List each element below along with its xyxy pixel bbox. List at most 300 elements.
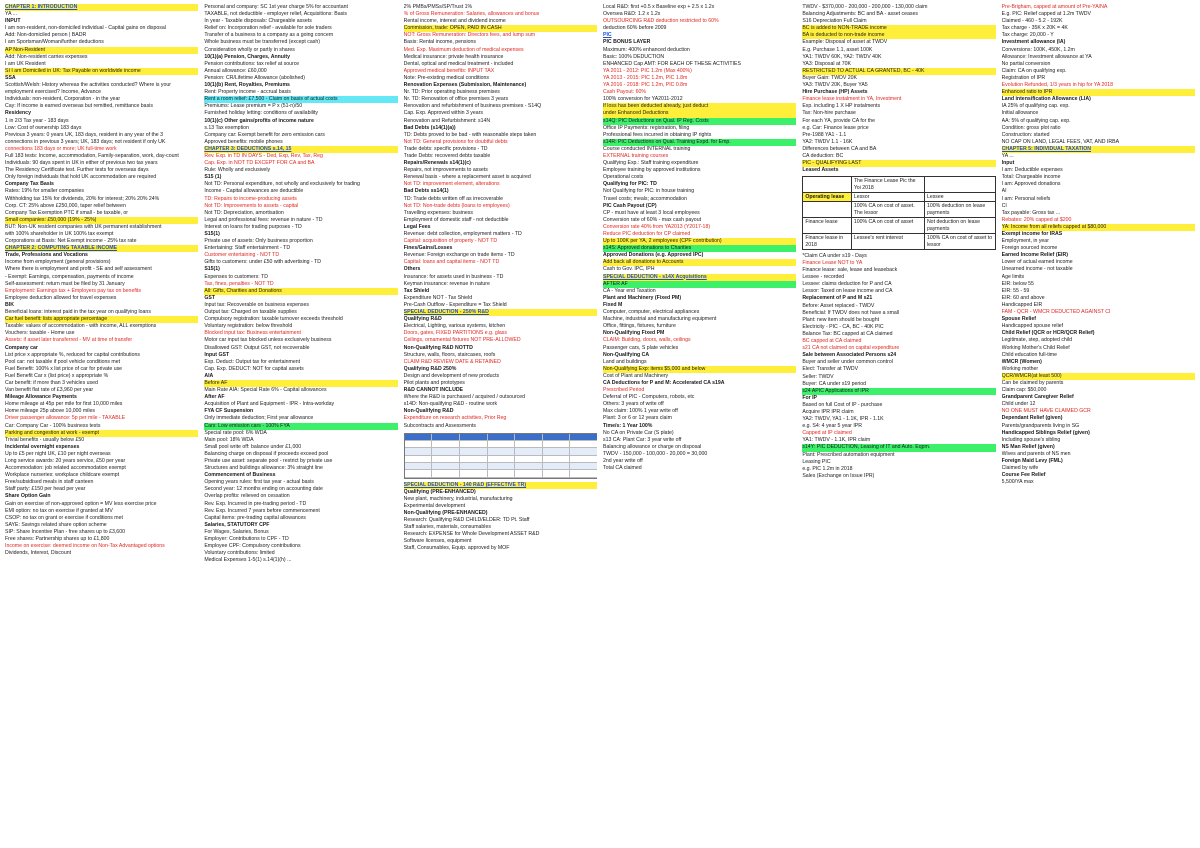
- text-line: For Wages, Salaries, Bonus: [204, 528, 269, 535]
- text-line: Insurance: for assets used in business - TD: [403, 273, 504, 280]
- text-line: After AF: [204, 394, 225, 401]
- text-line: Expenditure NOT - Tax Shield: [403, 294, 473, 301]
- text-line: Finance Lease NOT to YA: [802, 260, 863, 266]
- text-line: Blocked input tax: Business entertainment: [204, 330, 301, 337]
- text-line: Individuals: non-resident, Corporation - in the year: [5, 96, 121, 103]
- text-line: s14D: Non-qualifying R&D - routine work: [403, 401, 498, 408]
- text-line: Acquisition of Plant and Equipment - IPR - Intra-workday: [204, 401, 335, 408]
- text-line: Trade, Professions and Vocations: [5, 252, 88, 259]
- text-line: FAM - QCR - WMCR DEDUCTED AGAINST CI: [1001, 309, 1111, 316]
- text-line: Annual allowance: £60,000: [204, 67, 267, 74]
- text-line: Experimental development: [403, 502, 466, 509]
- text-line: s14R: PIC Deductions on Qual. Training Expd. for Emp.: [603, 139, 796, 146]
- text-line: Initial allowance: [1001, 110, 1039, 117]
- text-line: *Claim CA under s19 - Days: [802, 252, 867, 259]
- text-line: Non-Qualifying R&D: [403, 408, 454, 415]
- text-line: Example: Disposal of asset at TWDV: [802, 39, 888, 46]
- text-line: Private use of assets: Only business proportion: [204, 238, 313, 245]
- text-line: TD: Trade debts written off as irrecoverable: [403, 195, 504, 202]
- text-line: Plant: new item should be bought: [802, 316, 880, 323]
- text-line: New plant, machinery, industrial, manufacturing: [403, 495, 513, 502]
- text-line: Output tax: Charged on taxable supplies: [204, 309, 297, 316]
- text-line: Dental, optical and medical treatment - included: [403, 60, 514, 67]
- text-line: Employment: Earnings tax + Employers pay tax on benefits: [5, 287, 141, 294]
- text-line: CP - must have at least 3 local employees: [602, 209, 700, 216]
- text-line: Employee deduction allowed for travel expenses: [5, 294, 117, 301]
- text-line: s13 CA: Plant Car: 3 year write off: [602, 436, 682, 443]
- column-4: [603, 4, 796, 844]
- text-line: AIA: [204, 372, 214, 379]
- text-line: Free/subsidised meals in staff canteen: [5, 479, 94, 486]
- text-line: Qualifying R&D 250%: [403, 365, 457, 372]
- text-line: Balancing allowance or charge on disposal: [602, 443, 702, 450]
- text-line: TD: Debts proved to be bad - with reasonable steps taken: [403, 131, 537, 138]
- text-line: Income on exercise: deemed income on Non-Tax Advantaged options: [5, 543, 165, 550]
- text-line: Office, fittings, fixtures, furniture: [602, 323, 676, 330]
- text-line: Add: Non-domiciled person | BADR: [5, 32, 87, 39]
- text-line: Claim: CA on qualifying exp.: [1001, 67, 1067, 74]
- text-line: CI: [1001, 202, 1007, 209]
- text-line: Pre-Cash Outflow - Expenditure = Tax Shield: [403, 301, 507, 308]
- text-line: Plant and Machinery (Fixed PM): [602, 294, 682, 301]
- text-line: Pension contributions: tax relief at source: [204, 60, 300, 67]
- text-line: Before AF: [204, 380, 397, 387]
- text-line: Motor car input tax blocked unless exclusively business: [204, 337, 332, 344]
- text-line: Non-Qualifying (PRE-ENHANCED): [403, 510, 488, 516]
- text-line: Small pool write off: balance under £1,000: [204, 443, 302, 450]
- text-line: E.g. PIC: Relief capped at 1.2m TWDV: [1001, 11, 1091, 18]
- text-line: Vouchers: taxable - Home use: [5, 330, 75, 337]
- embedded-table-image: [404, 433, 597, 479]
- text-line: Corporations at Basis: Net Exempt income - 25% tax rate: [5, 238, 137, 245]
- text-line: Repairs/Renewals s14(1)(c): [403, 160, 471, 167]
- text-line: INPUT: [5, 18, 21, 25]
- text-line: Rebates: 20% capped at $200: [1001, 216, 1072, 223]
- text-line: Travel costs; meals; accommodation: [602, 195, 687, 202]
- text-line: Incidental overnight expenses: [5, 443, 80, 450]
- text-line: Pre-1988 YA1 - 1.1: [802, 131, 847, 138]
- text-line: Gifts to customers: under £50 with advertising - TD: [204, 259, 321, 266]
- text-line: CHAPTER 2: COMPUTING TAXABLE INCOME: [5, 245, 198, 252]
- text-line: Enhanced ratio to IPR: [1002, 89, 1195, 96]
- text-line: Buyer Gain: TWDV 20K: [802, 74, 857, 81]
- text-line: Only foreign individuals that hold UK accommodation are required: [5, 174, 157, 181]
- text-line: Buyer and seller under common control: [802, 359, 893, 366]
- text-line: YA 2011 - 2012: PIC 1.2m (Max 400%): [602, 67, 692, 74]
- text-line: Evolution Refunded, 1/3 years in hip for YA 2018: [1001, 82, 1114, 89]
- text-line: EMI option: no tax on exercise if granted at MV: [5, 507, 113, 514]
- text-line: Qualifying for PIC: TD: [602, 181, 657, 188]
- text-line: Fuel Benefit Car x (list price) x appropriate %: [5, 372, 109, 379]
- text-line: Disallowed GST: Output GST, not recoverable: [204, 344, 310, 351]
- text-line: Low: Cost of ownership 183 days: [5, 124, 82, 131]
- text-line: Tax charge: 20,000 - Y: [1001, 32, 1054, 39]
- text-line: Others: [403, 266, 421, 273]
- text-line: Up to £5 per night UK, £10 per night overseas: [5, 450, 111, 457]
- text-line: Voluntary registration: below threshold: [204, 323, 293, 330]
- text-line: Tax: Non-hire purchase: [802, 110, 856, 117]
- text-line: PIC: [602, 32, 612, 39]
- text-line: PIC - QUALIFYING LAST: [802, 160, 995, 167]
- text-line: deduction 60% before 2009: [602, 25, 667, 32]
- text-line: Pilot plants and prototypes: [403, 379, 465, 386]
- text-line: Qualifying (PRE-ENHANCED): [403, 488, 476, 495]
- text-line: Legitimate, step, adopted child: [1001, 337, 1073, 344]
- text-line: Non-Qualifying Exp: items $5,000 and below: [603, 366, 796, 373]
- text-line: 2nd year write off: [602, 458, 643, 464]
- text-line: SAYE: Savings related share option scheme: [5, 521, 107, 528]
- text-line: YA2: TWDV 1.1 - 16K: [802, 138, 853, 145]
- text-line: Software licenses, equipment: [403, 538, 472, 545]
- text-line: Dividends, Interest, Discount: [5, 550, 72, 557]
- text-line: Lower of actual earned income: [1001, 259, 1073, 266]
- text-line: EIR: 55 - 59: [1001, 287, 1030, 294]
- text-line: EIR: below 55: [1001, 280, 1034, 287]
- column-2: [204, 4, 397, 844]
- text-line: QCR/WMCR(at least 500): [1002, 373, 1195, 380]
- text-line: Office IP Payments: registration, filing: [602, 124, 690, 131]
- text-line: TD: Repairs to income-producing assets: [204, 195, 297, 202]
- text-line: Share Option Gain: [5, 493, 51, 500]
- text-line: All: Gifts, Charities and Donations: [204, 288, 397, 295]
- text-line: Conversion rate of 60% - max cash payout: [602, 216, 702, 223]
- text-line: Cash to Gov. IPC, IPH: [602, 266, 655, 273]
- text-line: Residency: [5, 110, 31, 117]
- text-line: Conversion rate 40% from YA2013 (Y2017-18): [602, 223, 711, 230]
- text-line: Legal and professional fees: revenue in nature - TD: [204, 216, 323, 223]
- text-line: Balancing Adjustments: BC and BA - asset ceases: [802, 11, 918, 18]
- text-line: Rent a room relief: £7,500 - Claim on basis of actual costs: [204, 96, 397, 103]
- text-line: CLAIM R&D REVIEW DATE & RETAINED: [403, 358, 501, 365]
- text-line: Wives and parents of NS men: [1001, 450, 1071, 457]
- text-line: Oversea R&D: 1.2 x 1.2x: [602, 11, 661, 18]
- text-line: Repairs, not improvements to assets: [403, 167, 488, 174]
- text-line: SIP: Share Incentive Plan - free shares up to £3,600: [5, 528, 125, 535]
- text-line: Main Rate AIA: Special Rate 6% - Capital allowances: [204, 387, 327, 394]
- text-line: Special rate pool: 6% WDA: [204, 429, 267, 436]
- text-line: Cost of Plant and Machinery: [602, 372, 669, 379]
- text-line: Revenue: Foreign exchange on trade items - TD: [403, 252, 515, 259]
- text-line: Professional fees incurred in obtaining IP rights: [602, 131, 712, 138]
- text-line: Working Mother's Child Relief: [1001, 344, 1070, 351]
- text-line: connections in previous 3 years; UK, 183 days; not resident if only UK: [5, 138, 166, 145]
- text-line: Trade debts: specific provisions - TD: [403, 145, 488, 152]
- text-line: Overlap profits: relieved on cessation: [204, 493, 290, 500]
- text-line: SPECIAL DEDUCTION - 250% R&D: [404, 309, 597, 316]
- text-line: Add back all donations to Accounts: [603, 259, 796, 266]
- text-line: YA1: TWDV - 1.1K, IPR claim: [802, 437, 871, 444]
- text-line: Cap. Exp. in NOT TD EXCEPT FOR CA and BA: [204, 160, 315, 167]
- text-line: CA Deductions for P and M: Accelerated CA s19A: [602, 379, 725, 386]
- text-line: NS Man Relief (given): [1001, 443, 1055, 450]
- text-line: Rental income, interest and dividend income: [403, 18, 506, 25]
- text-line: Rent: Property income - accrual basis: [204, 89, 291, 96]
- text-line: WMCR (Women): [1001, 358, 1042, 365]
- text-line: s21 CA not claimed on capital expenditure: [802, 345, 900, 352]
- text-line: Total CA claimed: [602, 465, 642, 472]
- text-line: Whole business must be transferred (except cash): [204, 39, 320, 46]
- text-line: Hire Purchase (HP) Assets: [802, 89, 868, 96]
- column-6: [1002, 4, 1195, 844]
- text-line: Nr. TD: Prior operating business premises: [403, 89, 500, 96]
- text-line: Approved benefits: mobile phones: [204, 138, 283, 145]
- text-line: SPECIAL DEDUCTION - 140 R&D (EFFECTIVE TR): [404, 482, 597, 489]
- text-line: Condition: gross plot ratio: [1001, 124, 1061, 131]
- text-line: Not TD: General provisions for doubtful debts: [403, 138, 508, 145]
- text-line: Voluntary contributions: limited: [204, 550, 275, 557]
- text-line: Beneficial loans: interest paid in the tax year on qualifying loans: [5, 309, 151, 316]
- text-line: Trade Debts: recovered debts taxable: [403, 152, 491, 159]
- text-line: In year - Taxable disposals: Chargeable assets: [204, 18, 312, 25]
- text-line: Pool car: not taxable if pool vehicle conditions met: [5, 358, 121, 365]
- text-line: Interest on loans for trading purposes - TD: [204, 223, 302, 230]
- text-line: NO CAP ON LAND, LEGAL FEES, VAT, AND IRBA: [1001, 138, 1120, 145]
- text-line: Spouse Relief: [1001, 316, 1036, 323]
- text-line: Not TD: Non-trade debts (loans to employees): [403, 202, 510, 209]
- text-line: Income from employment (general provisions): [5, 259, 111, 266]
- text-line: Renovation and Refurbishment: s14N: [403, 117, 491, 124]
- text-line: Cap. Exp. Approved within 3 years: [403, 110, 483, 117]
- text-line: Premiums: Lease premium = P x (51-n)/50: [204, 103, 303, 110]
- table-cell: Not deduction on lease payments: [924, 218, 995, 234]
- text-line: Time/s: 1 Year 100%: [602, 422, 653, 429]
- text-line: S15(1): [204, 231, 220, 237]
- text-line: Claimed - 460 - 5.2 - 192K: [1001, 18, 1063, 25]
- text-line: Not TD: Depreciation, amortisation: [204, 209, 284, 216]
- text-line: PIC BONUS LAYER: [602, 39, 651, 46]
- text-line: FYA CF Suspension: [204, 408, 254, 415]
- text-line: Lessee: claims deduction for P and CA: [802, 281, 892, 288]
- text-line: Buyer: CA under s19 period: [802, 380, 867, 387]
- text-line: Home mileage at 45p per mile for first 10,000 miles: [5, 401, 123, 408]
- table-cell: Lessor: [851, 193, 924, 202]
- text-line: Income - Capital allowances are deductible: [204, 188, 304, 195]
- text-line: Exempt income for IRAS: [1001, 231, 1063, 237]
- text-line: EXTERNAL training courses: [602, 152, 669, 159]
- text-line: Subcontracts and Assessments: [403, 422, 477, 429]
- text-line: e.g. Car: Finance lease price: [802, 124, 869, 131]
- text-line: Qualifying Exp.: Staff training expenditure: [602, 160, 699, 167]
- table-cell: Operating lease: [803, 193, 852, 202]
- text-line: Foreign sourced income: [1001, 245, 1058, 252]
- text-line: Only immediate deduction; First year allowance: [204, 415, 314, 422]
- text-line: R&D CANNOT INCLUDE: [403, 387, 464, 394]
- text-line: Staff party: £150 per head per year: [5, 486, 86, 493]
- text-line: 100% conversion for YA2011-2012: [602, 96, 683, 103]
- text-line: Long service awards: 20 years service, £50 per year: [5, 458, 126, 464]
- text-line: I am: Deductible expenses: [1001, 167, 1063, 174]
- text-line: AI: [1001, 188, 1007, 195]
- text-line: Local R&D: first +0.5 x Baseline exp + 2.5 x 1.2x: [602, 4, 715, 10]
- text-line: Company car: [5, 344, 38, 351]
- text-line: BA is deducted to non-trade income: [802, 32, 995, 39]
- text-line: NO ONE MUST HAVE CLAIMED GCR: [1001, 408, 1091, 415]
- text-line: connections 183 days or more; UK full-time work: [5, 145, 117, 152]
- text-line: Lessee - recorded: [802, 274, 845, 281]
- text-line: Rule: Wholly and exclusively: [204, 167, 271, 174]
- text-line: Relief on: Incorporation relief - available for sole traders: [204, 25, 332, 32]
- text-line: Acquire IPR IPR claim: [802, 408, 854, 415]
- text-line: Furnished holiday letting: conditions of availability: [204, 110, 318, 117]
- text-line: EIR: 60 and above: [1001, 294, 1045, 301]
- text-line: Renovation Expenses (Submission, Maintenance): [403, 82, 527, 89]
- text-line: Full 183 tests: Income, accommodation, Family-separation, work, day-count: [5, 152, 179, 159]
- text-line: Employee training by approved institutions: [602, 167, 701, 174]
- table-cell: [924, 177, 995, 193]
- text-line: - Exempt: Earnings, compensation, payments of income: [5, 273, 134, 280]
- text-line: Claimed by wife: [1001, 465, 1039, 472]
- text-line: e.g. S4: 4 year 5 year IPR: [802, 423, 862, 430]
- text-line: Where the R&D is purchased / acquired / outsourced: [403, 394, 526, 401]
- text-line: Total: Chargeable income: [1001, 174, 1061, 181]
- text-line: YA2: TWDV, YA1 - 1.1K, IPR - 1.1K: [802, 416, 884, 423]
- text-line: Foreign Maid Levy (FML): [1001, 458, 1063, 464]
- text-line: Car: Company Car - 100% business tests: [5, 422, 101, 429]
- text-line: Land and buildings: [602, 358, 647, 365]
- text-line: Van benefit flat rate of £3,960 per year: [5, 387, 94, 394]
- text-line: Cash Payout: 60%: [602, 89, 646, 96]
- text-line: YA ...: [1001, 152, 1014, 159]
- text-line: Before: Asset replaced - TWDV: [802, 302, 875, 309]
- text-line: Capital: acquisition of property - NOT TD: [403, 238, 498, 245]
- text-line: ENHANCED Cap AMT: FOR EACH OF THESE ACTIVITIES: [602, 60, 741, 67]
- text-line: AA: 5% of qualifying cap. exp.: [1001, 117, 1071, 124]
- text-line: Prescribed Period: [602, 387, 645, 394]
- text-line: Unearned income - not taxable: [1001, 266, 1073, 273]
- text-line: 5,500/YA max: [1001, 479, 1034, 486]
- table-cell: 100% deduction on lease payments: [924, 202, 995, 218]
- text-line: Home mileage 25p above 10,000 miles: [5, 408, 95, 415]
- text-line: s.13 Tax exemption: [204, 124, 249, 131]
- text-line: Fuel Benefit: 100% x list price of car for private use: [5, 365, 123, 372]
- text-line: 2% PMBs/PMSs/SP/Trust 1%: [403, 4, 473, 10]
- text-line: Car fuel benefit: lists appropriate percentage: [5, 316, 198, 323]
- text-line: Trivial benefits - usually below £50: [5, 436, 85, 443]
- text-line: Pension: CR/Lifetime Allowance (abolished): [204, 74, 305, 81]
- text-line: Reduce PIC deduction for CP claimed: [602, 231, 691, 237]
- text-line: s24 APIC Applications of IPR: [802, 388, 995, 395]
- text-line: NOT: Gross Remuneration: Directors fees, and lump sum: [403, 32, 536, 39]
- text-line: 1 in 2/3 Tax year - 183 days: [5, 117, 69, 124]
- leased-assets-table: [802, 176, 995, 250]
- text-line: The Residency Certificate test. Further tests for overseas days: [5, 167, 149, 174]
- text-line: Deferral of PIC - Computers, robots, etc: [602, 394, 695, 401]
- text-line: BC is added to NON-TRADE income: [802, 25, 995, 32]
- text-line: Expenses to customers: TD: [204, 273, 268, 280]
- text-line: e.g. PIC 1.2m in 2018: [802, 465, 853, 472]
- text-line: Transfer of a business to a company as a going concern: [204, 32, 334, 39]
- text-line: s14Y: PIC DEDUCTION, Leasing of IT and Auto. Eqpm.: [802, 444, 995, 451]
- table-cell: Lessee: [924, 193, 995, 202]
- text-line: Company car: Exempt benefit for zero emission cars: [204, 131, 325, 138]
- text-line: Registration of IPR: [1001, 74, 1046, 81]
- text-line: I am: Personal reliefs: [1001, 195, 1051, 202]
- text-line: Input GST: [204, 351, 230, 358]
- text-line: Employer: Contributions to CPF - TD: [204, 536, 289, 543]
- text-line: Balancing charge on disposal if proceeds exceed pool: [204, 450, 329, 457]
- text-line: PIC Cash Payout (CP): [602, 202, 657, 209]
- text-line: Consideration wholly or partly in shares: [204, 46, 295, 53]
- text-line: Parents/grandparents living in SG: [1001, 422, 1080, 429]
- text-line: Basis: Rental income, pensions: [403, 39, 477, 46]
- text-line: Medical insurance: private health insurance: [403, 53, 504, 60]
- text-line: Employment, in year: [1001, 238, 1049, 245]
- text-line: Renewal basis - where a replacement asset is acquired: [403, 174, 531, 181]
- text-line: Renovation and refurbishment of business premises - S14Q: [403, 103, 542, 110]
- text-line: Operational costs: [602, 174, 644, 181]
- text-line: Fines/Gains/Losses: [403, 245, 453, 252]
- text-line: Rates: 19% for smaller companies: [5, 188, 84, 195]
- text-line: Cay: If income is earned overseas but remitted, remittance basis: [5, 103, 153, 110]
- text-line: Rev. Exp. Incurred 7 years before commencement: [204, 507, 320, 514]
- text-line: s14Q: PIC Deductions on Qual. IP Reg. Costs: [603, 118, 796, 125]
- text-line: Elect: Transfer at TWDV: [802, 366, 859, 373]
- text-line: Lessor: Taxed on lease income and CA: [802, 288, 893, 295]
- text-line: Staff, Consumables, Equip. approved by MOF: [403, 545, 510, 552]
- text-line: Commencement of Business: [204, 472, 276, 479]
- table-cell: Finance lease in 2018: [803, 234, 852, 250]
- text-line: Compulsory registration: taxable turnover exceeds threshold: [204, 316, 343, 323]
- text-line: SPECIAL DEDUCTION - s14X Acquisitions: [603, 274, 796, 281]
- text-line: Legal Fees: [403, 223, 431, 230]
- text-line: IA 25% of qualifying cap. exp.: [1001, 103, 1070, 110]
- text-line: Including spouse's sibling: [1001, 436, 1061, 443]
- text-line: Bad Debts ss14(1): [403, 188, 449, 195]
- text-line: YA 2016 - 2018: PIC 1.2m, PIC 0.8m: [602, 82, 688, 89]
- text-line: Rev. Exp. Incurred in pre-trading period - TD: [204, 500, 307, 507]
- text-line: Course Fee Relief: [1001, 472, 1046, 479]
- text-line: Company Tax Basis: [5, 181, 54, 188]
- text-line: CA - Year end Taxation: [602, 287, 656, 294]
- text-line: Personal and company: SC 1st year charge 5% for accountant: [204, 4, 348, 10]
- text-line: TWDV - $370,000 - 200,000 - 200,000 - 130,000 claim: [802, 4, 928, 10]
- text-line: CHAPTER 5: INDIVIDUAL TAXATION: [1002, 146, 1195, 153]
- text-line: Tax charge - 35K x 20K = 4K: [1001, 25, 1068, 32]
- text-line: Rev. Exp. in TD IN DAYS - Ded, Exp, Rev, Tax, Reg: [204, 152, 323, 159]
- text-line: Structures and buildings allowance: 3% straight line: [204, 465, 323, 472]
- text-line: BC capped at CA claimed: [802, 338, 862, 345]
- text-line: Note: Pre-existing medical conditions: [403, 74, 490, 81]
- text-line: under Enhanced Deductions: [603, 110, 796, 117]
- text-line: Beneficial: If TWDV does not have a small: [802, 309, 900, 316]
- text-line: Structure, walls, floors, staircases, roofs: [403, 351, 496, 358]
- text-line: Replacement of P and M s21: [802, 295, 873, 302]
- text-line: No partial conversion: [1001, 60, 1051, 67]
- text-line: Grandparent Caregiver Relief: [1001, 394, 1074, 401]
- text-line: Exp. Deduct: Output tax for entertainment: [204, 358, 301, 365]
- text-line: Workplace nurseries: workplace childcare exempt: [5, 472, 120, 479]
- column-5: [802, 4, 995, 844]
- text-line: SSA: [5, 74, 16, 81]
- text-line: Mileage Allowance Payments: [5, 394, 77, 401]
- column-1: [5, 4, 198, 844]
- text-line: Tax Shield: [403, 287, 430, 294]
- text-line: Keyman insurance: revenue in nature: [403, 280, 490, 287]
- text-line: Sale between Associated Persons s24: [802, 352, 897, 359]
- text-line: employment exercised? Income, Advance: [5, 89, 102, 96]
- text-line: Car benefit: if more than 3 vehicles used: [5, 379, 98, 386]
- text-line: I am non-resident, non-domiciled individual - Capital gains on disposal: [5, 25, 166, 32]
- text-line: Employee CPF: Compulsory contributions: [204, 543, 301, 550]
- text-line: Main pool: 18% WDA: [204, 436, 254, 443]
- text-line: S15(1): [204, 266, 220, 273]
- text-line: 10(1)(a) Pension, Charges, Annuity: [204, 53, 291, 60]
- text-line: Handicapped EIR: [1001, 301, 1043, 308]
- text-line: YA ...: [5, 11, 18, 18]
- text-line: Capped at IP claimed: [802, 430, 852, 437]
- text-line: For IP: [802, 394, 818, 401]
- text-line: Staff salaries, materials, consumables: [403, 524, 491, 531]
